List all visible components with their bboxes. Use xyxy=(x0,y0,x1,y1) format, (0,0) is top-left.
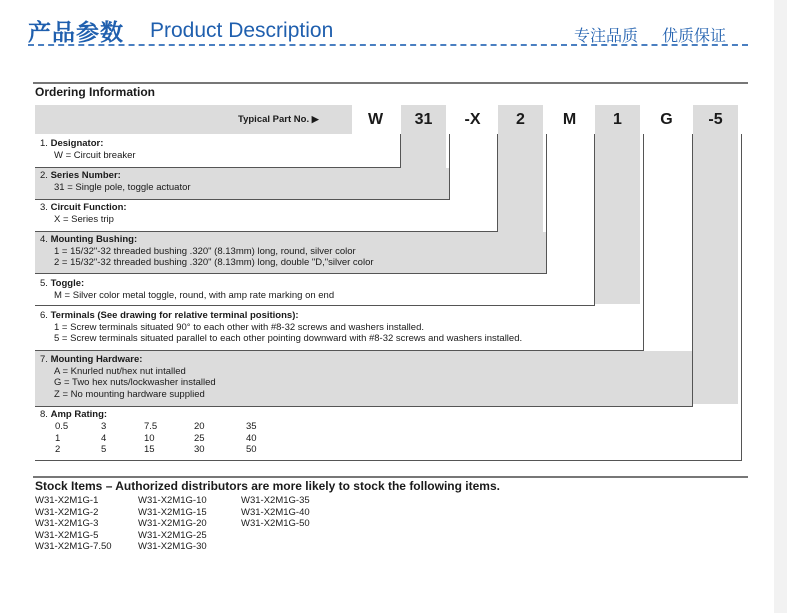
bracket-v-6 xyxy=(643,134,644,350)
item-designator xyxy=(35,135,401,168)
item-line: W = Circuit breaker xyxy=(54,149,136,161)
bracket-v-2 xyxy=(449,134,450,200)
item-line: X = Series trip xyxy=(54,213,114,225)
item-line: A = Knurled nut/hex nut intalled xyxy=(54,365,186,377)
item-line: 5 = Screw terminals situated parallel to each other pointing downward with #8-32 screws and washers installed. xyxy=(54,333,523,344)
item-line: Z = No mounting hardware supplied xyxy=(54,388,205,400)
page-scrollbar-track[interactable] xyxy=(774,0,787,613)
arrow-right-icon: ▶ xyxy=(311,114,319,124)
amp-value: 2 xyxy=(55,444,61,455)
amp-value: 25 xyxy=(194,432,205,444)
item-amp-rating xyxy=(35,407,741,461)
bracket-v-4 xyxy=(546,134,547,274)
stock-item: W31-X2M1G-7.50 xyxy=(35,541,112,552)
amp-col-5 xyxy=(246,421,257,456)
header-slogan-quality: 专注品质 xyxy=(574,26,639,45)
item-series-number xyxy=(35,168,449,200)
bracket-v-1 xyxy=(400,134,401,168)
amp-value: 4 xyxy=(101,432,107,444)
item-num: 3. xyxy=(40,202,48,213)
item-title: Designator: xyxy=(50,138,104,149)
header-slogan-guarantee: 优质保证 xyxy=(662,26,727,45)
amp-value: 20 xyxy=(194,421,205,432)
amp-col-1 xyxy=(55,421,68,456)
amp-col-2 xyxy=(101,421,106,456)
item-title: Amp Rating: xyxy=(50,409,108,420)
ordering-top-rule xyxy=(33,82,748,84)
lane-bushing xyxy=(498,134,543,234)
item-line: G = Two hex nuts/lockwasher installed xyxy=(54,377,216,388)
amp-col-3 xyxy=(144,421,157,456)
code-terminals: 1 xyxy=(595,105,640,134)
stock-col-1 xyxy=(35,495,112,553)
code-toggle: M xyxy=(562,111,577,128)
stock-item: W31-X2M1G-25 xyxy=(138,529,207,541)
item-mounting-bushing xyxy=(35,232,546,274)
item-num: 7. xyxy=(40,354,48,365)
item-line: 1 = Screw terminals situated 90° to each other with #8-32 screws and washers installed. xyxy=(54,321,424,333)
stock-item: W31-X2M1G-1 xyxy=(35,495,99,506)
bracket-v-7 xyxy=(692,134,693,406)
item-line: 31 = Single pole, toggle actuator xyxy=(54,181,191,193)
stock-col-2 xyxy=(138,495,207,553)
stock-item: W31-X2M1G-10 xyxy=(138,495,207,506)
lane-series xyxy=(401,134,446,169)
amp-value: 35 xyxy=(246,421,257,432)
amp-value: 5 xyxy=(101,444,107,455)
item-line: 1 = 15/32"-32 threaded bushing .320" (8.13mm) long, round, silver color xyxy=(54,245,356,257)
stock-item: W31-X2M1G-40 xyxy=(241,506,310,518)
stock-item: W31-X2M1G-5 xyxy=(35,529,99,541)
typical-part-label-text: Typical Part No. xyxy=(238,114,310,125)
amp-value: 0.5 xyxy=(55,421,69,432)
stock-item: W31-X2M1G-35 xyxy=(241,495,310,506)
amp-value: 50 xyxy=(246,444,257,455)
amp-value: 7.5 xyxy=(144,421,158,432)
stock-item: W31-X2M1G-20 xyxy=(138,518,207,529)
header-title-en: Product Description xyxy=(150,19,334,42)
amp-value: 3 xyxy=(101,421,107,432)
item-title: Mounting Hardware: xyxy=(50,354,143,365)
bracket-v-5 xyxy=(594,134,595,306)
code-amp-rating: -5 xyxy=(693,105,738,134)
amp-value: 30 xyxy=(194,444,205,455)
item-num: 5. xyxy=(40,278,48,289)
item-title: Mounting Bushing: xyxy=(50,234,138,245)
lane-amp xyxy=(693,134,738,404)
amp-col-4 xyxy=(194,421,205,456)
stock-top-rule xyxy=(33,476,748,478)
stock-title: Stock Items – Authorized distributors are more likely to stock the following items. xyxy=(35,479,500,493)
amp-value: 1 xyxy=(55,432,61,444)
typical-part-label xyxy=(238,114,319,125)
bracket-v-3 xyxy=(497,134,498,232)
item-title: Series Number: xyxy=(50,170,121,181)
item-title: Circuit Function: xyxy=(50,202,127,213)
lane-terminals xyxy=(595,134,640,304)
code-series: 31 xyxy=(401,105,446,134)
stock-item: W31-X2M1G-50 xyxy=(241,518,310,529)
code-mounting-bushing: 2 xyxy=(498,105,543,134)
stock-item: W31-X2M1G-15 xyxy=(138,506,207,518)
bracket-v-8 xyxy=(741,134,742,461)
code-designator: W xyxy=(367,111,384,128)
item-terminals xyxy=(35,306,643,350)
amp-value: 10 xyxy=(144,432,155,444)
item-line: 2 = 15/32"-32 threaded bushing .320" (8.13mm) long, double "D,"silver color xyxy=(54,257,374,268)
item-mounting-hardware xyxy=(35,351,692,406)
ordering-title: Ordering Information xyxy=(35,85,155,99)
stock-col-3 xyxy=(241,495,310,530)
item-line: M = Silver color metal toggle, round, with amp rate marking on end xyxy=(54,289,335,301)
bracket-h-8 xyxy=(35,460,742,461)
item-toggle xyxy=(35,274,595,306)
amp-value: 15 xyxy=(144,444,155,455)
item-circuit-function xyxy=(35,200,498,232)
item-title: Terminals (See drawing for relative terminal positions): xyxy=(50,310,299,321)
item-title: Toggle: xyxy=(50,278,85,289)
item-num: 6. xyxy=(40,310,48,321)
header-dashed-divider xyxy=(28,44,748,46)
header-title-cn: 产品参数 xyxy=(28,20,124,46)
item-num: 4. xyxy=(40,234,48,245)
item-num: 1. xyxy=(40,138,48,149)
item-num: 2. xyxy=(40,170,48,181)
item-num: 8. xyxy=(40,409,48,420)
stock-item: W31-X2M1G-3 xyxy=(35,518,99,529)
code-mounting-hardware: G xyxy=(660,111,673,128)
code-circuit-function: -X xyxy=(464,111,481,128)
stock-item: W31-X2M1G-2 xyxy=(35,506,99,518)
amp-value: 40 xyxy=(246,432,257,444)
stock-item: W31-X2M1G-30 xyxy=(138,541,207,552)
